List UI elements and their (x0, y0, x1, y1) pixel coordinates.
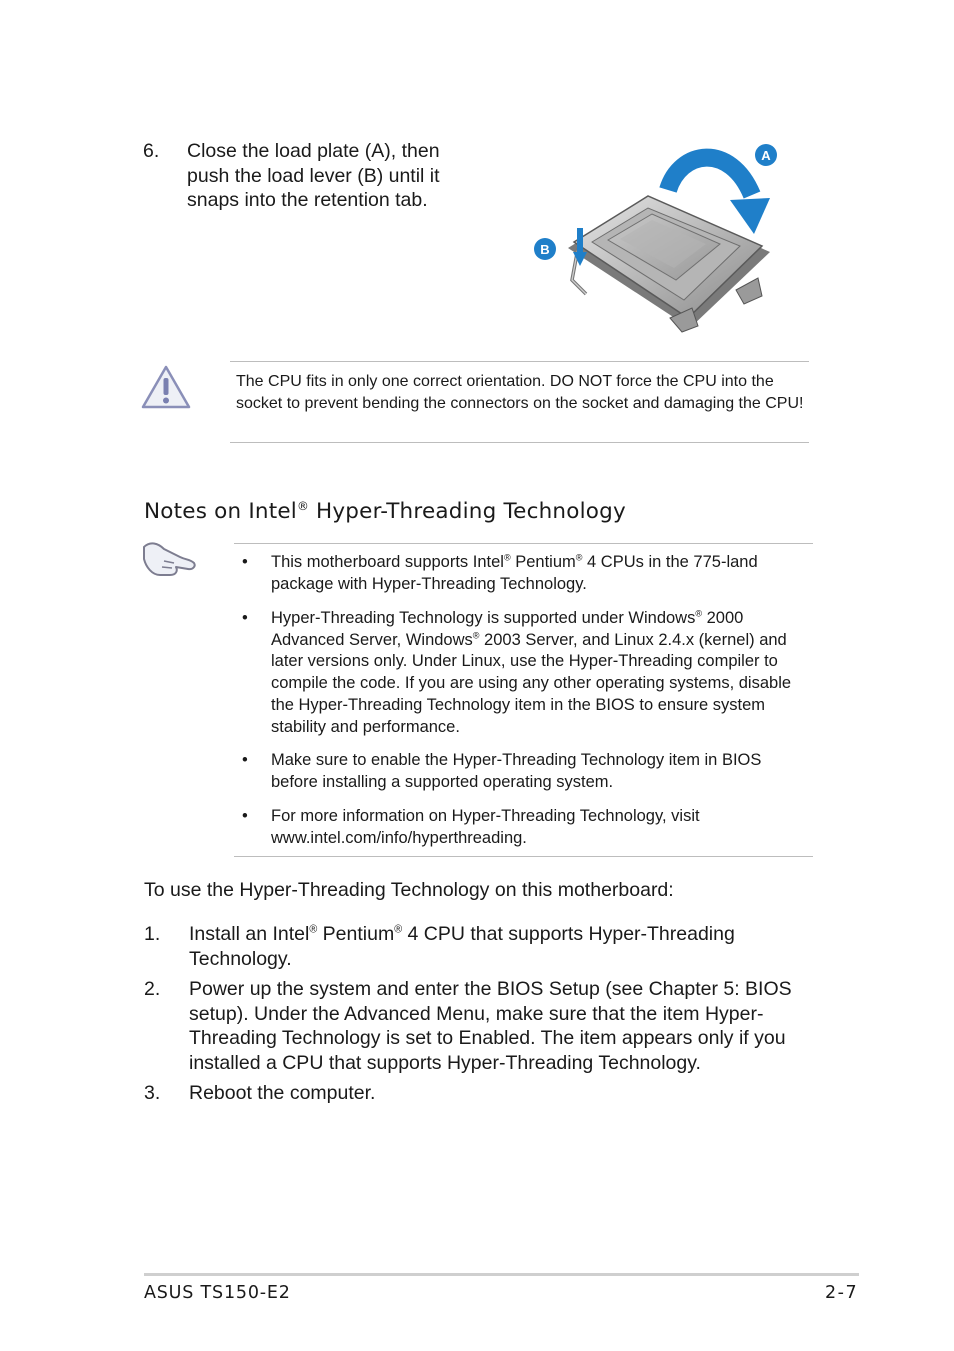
registered-mark: ® (296, 498, 309, 513)
step-6 (143, 139, 473, 213)
note-text: Hyper-Threading Technology is supported under Windows® 2000 Advanced Server, Windows® 2003 Server, and Linux 2.4.x (kernel) and later versions only. Under Linux, use the Hyper-Threading compiler to compile the code. If you are using any other operating systems, disable the Hyper-Threading Technology item in the BIOS to ensure system stability and performance. (271, 608, 792, 736)
step-number: 2. (144, 978, 161, 1000)
cpu-socket-illustration (530, 140, 780, 335)
step-number: 6. (143, 140, 160, 162)
notes-box (234, 543, 813, 857)
intro-text: To use the Hyper-Threading Technology on this motherboard: (144, 879, 674, 901)
footer-product-name: ASUS TS150-E2 (144, 1283, 291, 1303)
step-text: Close the load plate (A), then push the load lever (B) until it snaps into the retention tab. (187, 140, 440, 211)
arrow-down-icon (577, 228, 583, 254)
caution-text: The CPU fits in only one correct orientation. DO NOT force the CPU into the socket to prevent bending the connectors on the socket and damaging the CPU! (236, 373, 804, 412)
curved-arrow-icon (668, 158, 752, 195)
steps-list (144, 922, 824, 1112)
step-text: Reboot the computer. (189, 1082, 376, 1104)
note-item (234, 750, 794, 793)
note-text: Make sure to enable the Hyper-Threading Technology item in BIOS before installing a supported operating system. (271, 751, 762, 791)
step-1 (144, 922, 824, 971)
step-text: Power up the system and enter the BIOS Setup (see Chapter 5: BIOS setup). Under the Advanced Menu, make sure that the item Hyper-Threading Technology is set to Enabled. The item appears only if you installed a CPU that supports Hyper-Threading Technology. (189, 978, 792, 1074)
bullet: • (242, 751, 248, 769)
bullet: • (242, 553, 248, 571)
note-item (234, 806, 794, 849)
footer-page-number: 2-7 (825, 1283, 859, 1303)
heading-part1: Notes on Intel (144, 499, 297, 524)
label-a: A (761, 148, 771, 163)
step-number: 1. (144, 923, 161, 945)
bullet: • (242, 807, 248, 825)
bullet: • (242, 609, 248, 627)
note-item (234, 552, 794, 595)
step-number: 3. (144, 1082, 161, 1104)
note-text: This motherboard supports Intel® Pentium® 4 CPUs in the 775-land package with Hyper-Threading Technology. (271, 552, 758, 593)
step-3 (144, 1081, 824, 1106)
step-text: Install an Intel® Pentium® 4 CPU that supports Hyper-Threading Technology. (189, 923, 735, 970)
label-b: B (540, 242, 550, 257)
caution-triangle-icon (140, 364, 192, 410)
heading-part2: Hyper-Threading Technology (308, 499, 626, 524)
note-text: For more information on Hyper-Threading Technology, visit www.intel.com/info/hyperthreading. (271, 807, 700, 847)
pointing-hand-icon (140, 537, 198, 581)
caution-box (230, 361, 809, 443)
note-item (234, 608, 794, 738)
footer-rule (144, 1273, 859, 1276)
step-2 (144, 977, 824, 1075)
section-heading (144, 499, 626, 524)
